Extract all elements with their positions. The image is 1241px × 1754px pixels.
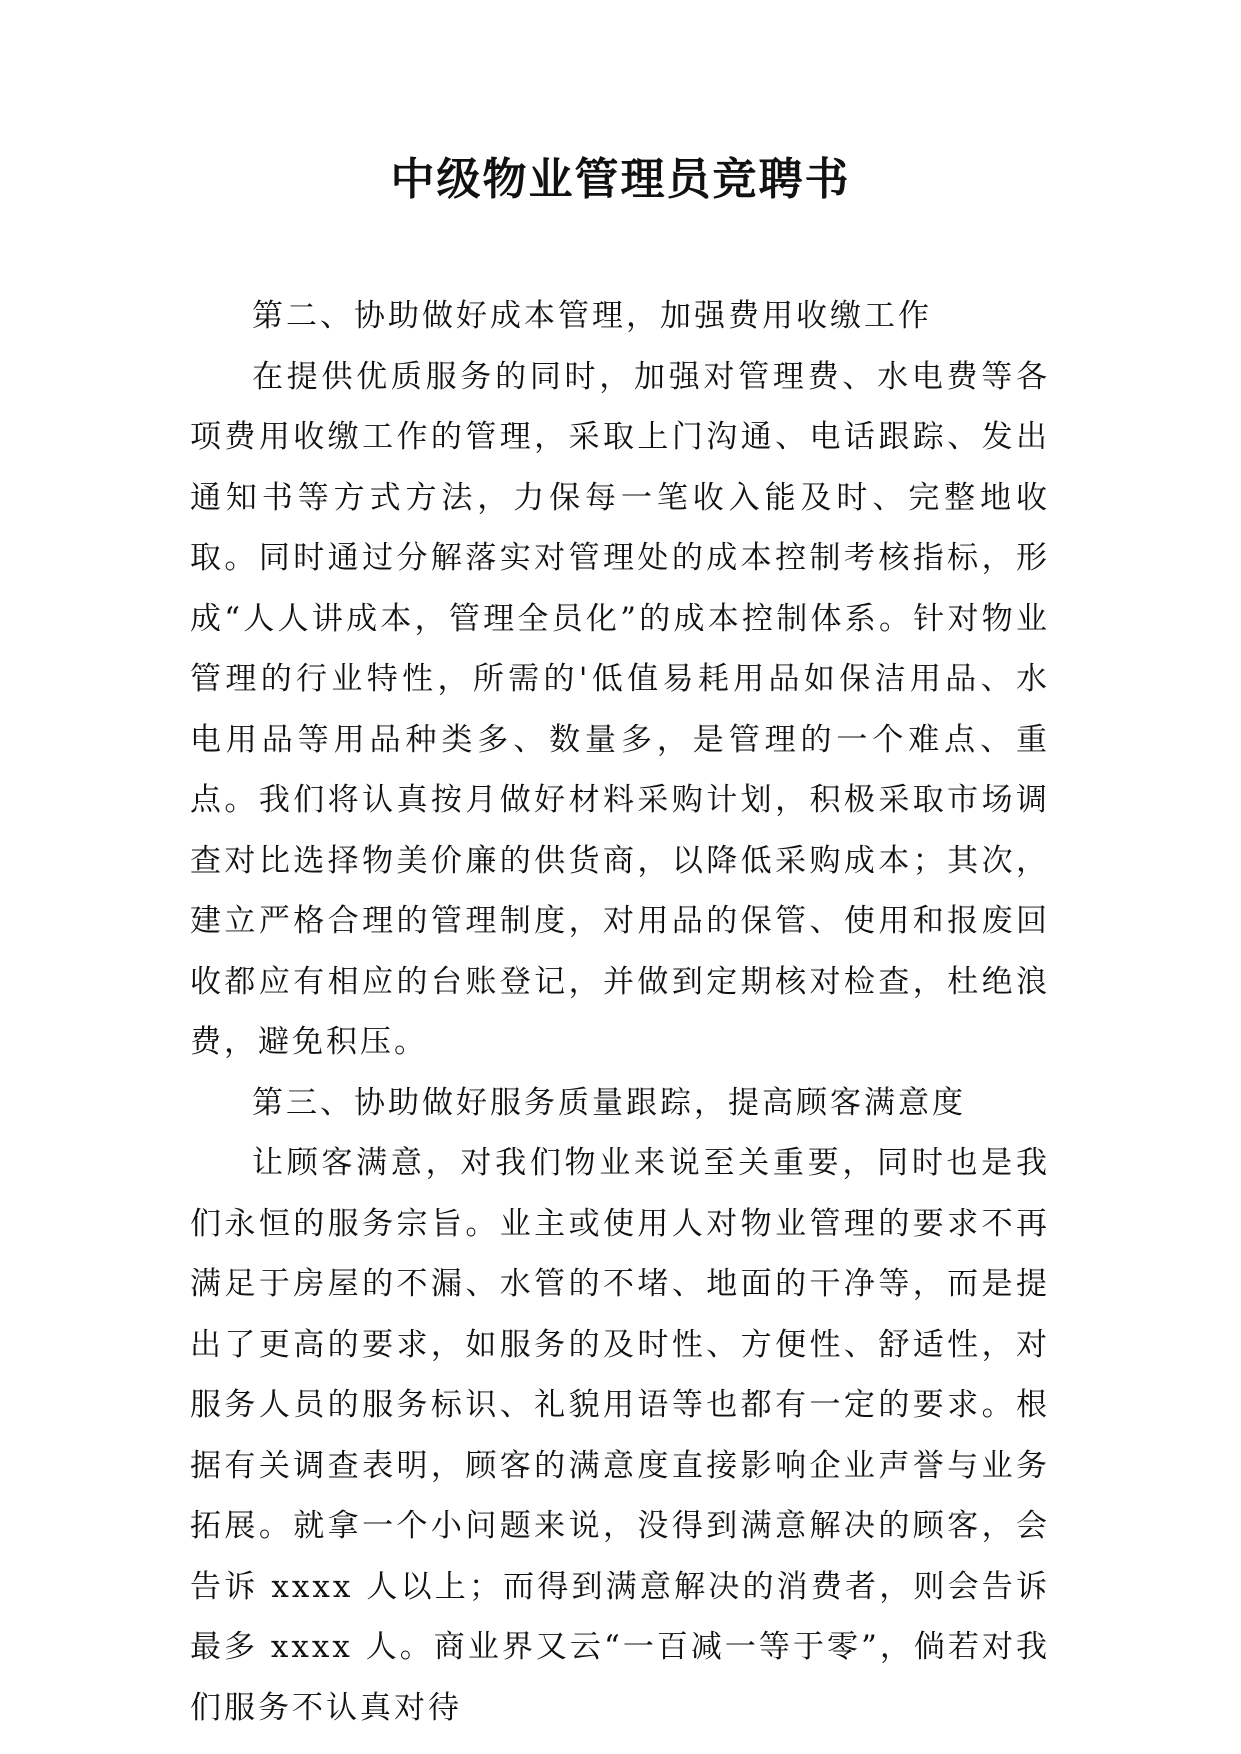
document-title: 中级物业管理员竞聘书 [390,154,851,205]
section-heading-cost-management: 第二、协助做好成本管理，加强费用收缴工作 [252,298,932,334]
body-paragraph-customer-satisfaction: 让顾客满意，对我们物业来说至关重要，同时也是我们永恒的服务宗旨。业主或使用人对物业管理的要求不再满足于房屋的不漏、水管的不堵、地面的干净等，而是提出了更高的要求，如服务的及时性、方便性、舒适性，对服务人员的服务标识、礼貌用语等也都有一定的要求。根据有关调查表明，顾客的满意度直接影响企业声誉与业务拓展。就拿一个小问题来说，没得到满意解决的顾客，会告诉 xxxx 人以上；而得到满意解决的消费者，则会告诉最多 xxxx 人。商业界又云“一百减一等于零”，倘若对我们服务不认真对待 [190,1145,1050,1726]
section-heading-service-quality: 第三、协助做好服务质量跟踪，提高顾客满意度 [252,1084,966,1121]
body-paragraph-cost-control: 在提供优质服务的同时，加强对管理费、水电费等各项费用收缴工作的管理，采取上门沟通、电话跟踪、发出通知书等方式方法，力保每一笔收入能及时、完整地收取。同时通过分解落实对管理处的成本控制考核指标，形成“人人讲成本，管理全员化”的成本控制体系。针对物业管理的行业特性，所需的'低值易耗用品如保洁用品、水电用品等用品种类多、数量多，是管理的一个难点、重点。我们将认真按月做好材料采购计划，积极采取市场调查对比选择物美价廉的供货商，以降低采购成本；其次，建立严格合理的管理制度，对用品的保管、使用和报废回收都应有相应的台账登记，并做到定期核对检查，杜绝浪费，避免积压。 [190,358,1050,1060]
document-body [190,286,1050,1738]
